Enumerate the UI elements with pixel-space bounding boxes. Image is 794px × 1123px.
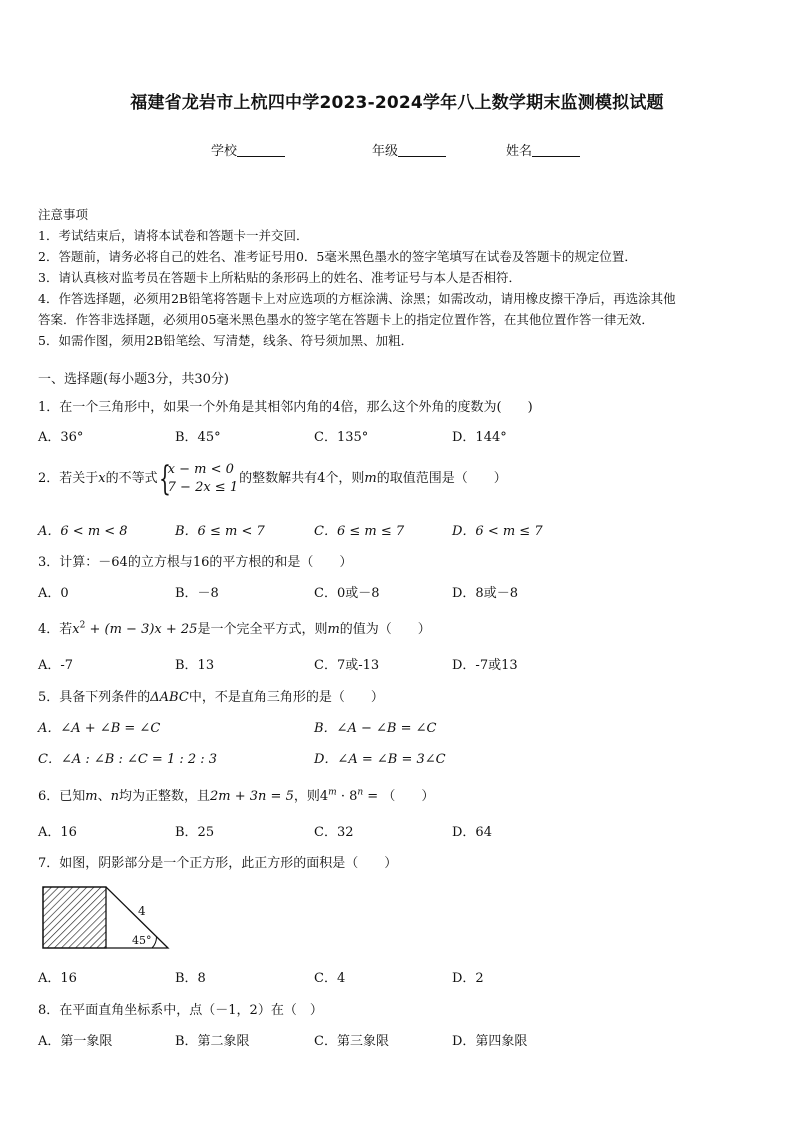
student-info-row xyxy=(0,140,794,160)
school-field[interactable] xyxy=(211,140,285,159)
option-c[interactable]: C．7或-13 xyxy=(314,658,380,673)
option-d[interactable]: D．64 xyxy=(452,825,492,840)
option-d[interactable]: D．∠A = ∠B = 3∠C xyxy=(314,752,446,767)
notice-item: 2．答题前，请务必将自己的姓名、准考证号用0．5毫米黑色墨水的签字笔填写在试卷及答题卡的规定位置． xyxy=(38,249,637,264)
section-title: 一、选择题(每小题3分，共30分) xyxy=(38,372,229,387)
option-b[interactable]: B．8 xyxy=(175,971,206,986)
option-d[interactable]: D．2 xyxy=(452,971,484,986)
name-field[interactable] xyxy=(506,140,580,159)
notice-heading: 注意事项 xyxy=(38,207,89,222)
question-8-options xyxy=(38,1030,778,1050)
question-5-options-row2 xyxy=(38,748,778,768)
option-d[interactable]: D．8或－8 xyxy=(452,586,518,601)
notice-section xyxy=(38,204,768,351)
option-c[interactable]: C．6 ≤ m ≤ 7 xyxy=(314,524,405,539)
option-d[interactable]: D．第四象限 xyxy=(452,1034,528,1049)
option-d[interactable]: D．144° xyxy=(452,430,507,445)
school-label: 学校 xyxy=(211,144,238,159)
inequality-system: { x − m < 0 7 − 2x ≤ 1 xyxy=(158,458,239,499)
option-b[interactable]: B．6 ≤ m < 7 xyxy=(175,524,265,539)
option-b[interactable]: B．∠A − ∠B = ∠C xyxy=(314,721,437,736)
angle-label: 45° xyxy=(132,934,152,947)
option-c[interactable]: C．4 xyxy=(314,971,346,986)
question-5-stem: 5．具备下列条件的ΔABC中，不是直角三角形的是（ ） xyxy=(38,690,384,705)
question-5-options-row1 xyxy=(38,717,778,737)
exam-title: 福建省龙岩市上杭四中学2023-2024学年八上数学期末监测模拟试题 xyxy=(130,93,664,113)
option-b[interactable]: B．45° xyxy=(175,430,221,445)
question-7-options xyxy=(38,967,778,987)
option-a[interactable]: A．第一象限 xyxy=(38,1034,113,1049)
question-1-options xyxy=(38,426,778,446)
question-8-stem: 8．在平面直角坐标系中，点（－1，2）在（ ） xyxy=(38,1003,323,1018)
question-6-options xyxy=(38,821,778,841)
name-label: 姓名 xyxy=(506,144,533,159)
notice-item: 答案．作答非选择题，必须用05毫米黑色墨水的签字笔在答题卡上的指定位置作答，在其他位置作答一律无效． xyxy=(38,312,654,327)
option-c[interactable]: C．第三象限 xyxy=(314,1034,389,1049)
question-2-stem: 2．若关于x的不等式 { x − m < 0 7 − 2x ≤ 1 的整数解共有4个，则m的取值范围是（ ） xyxy=(38,458,507,499)
option-b[interactable]: B．－8 xyxy=(175,586,219,601)
question-7-stem: 7．如图，阴影部分是一个正方形，此正方形的面积是（ ） xyxy=(38,856,398,871)
notice-item: 1．考试结束后，请将本试卷和答题卡一并交回． xyxy=(38,228,309,243)
option-a[interactable]: A．36° xyxy=(38,430,84,445)
side-length-label: 4 xyxy=(138,904,146,918)
option-c[interactable]: C．0或－8 xyxy=(314,586,380,601)
angle-arc xyxy=(152,937,157,948)
question-1-stem: 1．在一个三角形中，如果一个外角是其相邻内角的4倍，那么这个外角的度数为( ) xyxy=(38,400,533,415)
option-d[interactable]: D．6 < m ≤ 7 xyxy=(452,524,543,539)
grade-field[interactable] xyxy=(372,140,446,159)
option-a[interactable]: A．0 xyxy=(38,586,69,601)
question-6-stem: 6．已知m、n均为正整数，且2m + 3n = 5，则$4^m \cdot 8^n$ = （ ） xyxy=(38,787,435,804)
notice-item: 4．作答选择题，必须用2B铅笔将答题卡上对应选项的方框涂满、涂黑；如需改动，请用橡皮擦干净后，再选涂其他 xyxy=(38,291,676,306)
option-a[interactable]: A．-7 xyxy=(38,658,74,673)
notice-item: 3．请认真核对监考员在答题卡上所粘贴的条形码上的姓名、准考证号与本人是否相符． xyxy=(38,270,521,285)
option-a[interactable]: A．16 xyxy=(38,825,77,840)
option-a[interactable]: A．16 xyxy=(38,971,77,986)
question-4-stem: 4．若$x^2 + (m - 3)x + 25$是一个完全平方式，则m的值为（ ） xyxy=(38,620,431,637)
option-b[interactable]: B．第二象限 xyxy=(175,1034,250,1049)
square-triangle-figure xyxy=(40,884,175,952)
question-3-stem: 3．计算：－64的立方根与16的平方根的和是（ ） xyxy=(38,555,353,570)
grade-label: 年级 xyxy=(372,144,399,159)
option-b[interactable]: B．25 xyxy=(175,825,215,840)
option-b[interactable]: B．13 xyxy=(175,658,215,673)
option-d[interactable]: D．-7或13 xyxy=(452,658,518,673)
shaded-square xyxy=(43,887,106,948)
option-c[interactable]: C．∠A : ∠B : ∠C = 1 : 2 : 3 xyxy=(38,752,218,767)
option-a[interactable]: A．∠A + ∠B = ∠C xyxy=(38,721,161,736)
school-blank[interactable] xyxy=(237,142,285,157)
notice-item: 5．如需作图，须用2B铅笔绘、写清楚，线条、符号须加黑、加粗． xyxy=(38,333,414,348)
question-3-options xyxy=(38,582,778,602)
option-a[interactable]: A．6 < m < 8 xyxy=(38,524,128,539)
option-c[interactable]: C．135° xyxy=(314,430,369,445)
grade-blank[interactable] xyxy=(398,142,446,157)
name-blank[interactable] xyxy=(532,142,580,157)
option-c[interactable]: C．32 xyxy=(314,825,354,840)
question-4-options xyxy=(38,654,778,674)
question-2-options xyxy=(38,520,778,540)
